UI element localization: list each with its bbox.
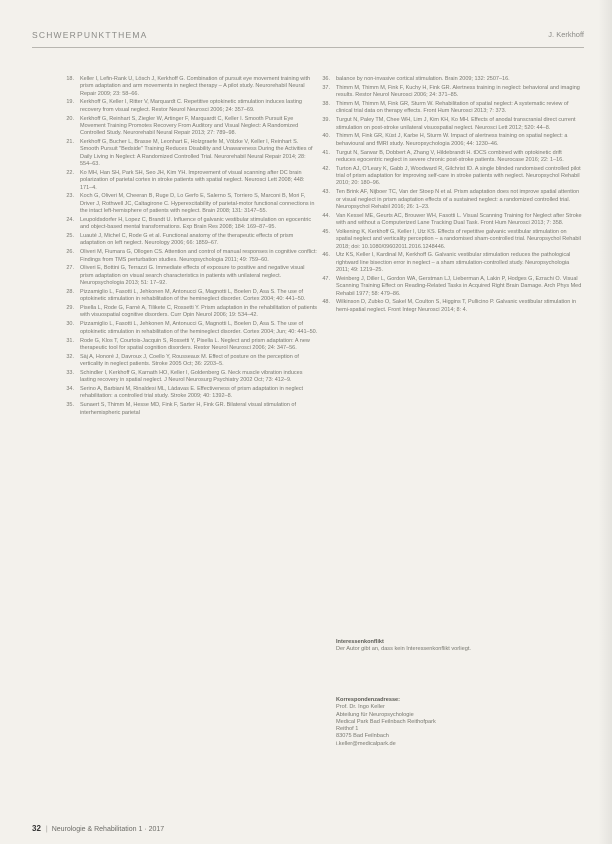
- reference-text: Volkening K, Kerkhoff G, Keller I, Utz KS. Effects of repetitive galvanic vestibular stimulation on spatial neglect and verticality perception – a randomised sham-controlled trial. Neuropsychol Rehabil 2018; doi: 10.1080/09602011.2016.1248446.: [336, 228, 581, 250]
- reference-item: [58, 99, 318, 114]
- correspondence-email: i.keller@medicalpark.de: [336, 740, 396, 747]
- reference-item: [314, 276, 582, 298]
- header-divider: [32, 47, 584, 48]
- reference-text: Kerkhoff G, Keller I, Ritter V, Marquardt C. Repetitive optokinetic stimulation induces lasting recovery from visual neglect. Restor Neurol Neurosci 2006; 24: 357–69.: [80, 99, 302, 113]
- reference-item: [314, 101, 582, 116]
- page-footer: [32, 824, 164, 833]
- reference-number: 32.: [66, 353, 74, 360]
- reference-number: 47.: [322, 275, 330, 282]
- reference-text: Kerkhoff G, Bucher L, Brasse M, Leonhart E, Holzgraefe M, Völzke V, Keller I, Reinhart S. Smooth Pursuit "Bedside" Training Reduces Disability and Unawareness During the Activities of Daily Living in Neglect: A Randomized Controlled Trial. Neurorehabil Neural Repair 2014; 28: 554–63.: [80, 139, 313, 168]
- conflict-of-interest-text: Der Autor gibt an, dass kein Interessenkonflikt vorliegt.: [336, 646, 471, 653]
- reference-number: 36.: [322, 76, 330, 82]
- reference-item: [58, 170, 318, 192]
- reference-number: 22.: [66, 169, 74, 176]
- reference-item: [58, 193, 318, 215]
- page-edge-shadow: [598, 0, 612, 844]
- reference-number: 48.: [322, 299, 330, 306]
- reference-item: [314, 133, 582, 148]
- reference-text: Sàj A, Honoré J, Davroux J, Coello Y, Rousseaux M. Effect of posture on the perception of verticality in neglect patients. Stroke 2005 Oct; 36: 2203–5.: [80, 353, 299, 367]
- reference-text: Serino A, Barbiani M, Rinaldesi ML, Làdavas E. Effectiveness of prism adaptation in neglect rehabilitation: a controlled trial study. Stroke 2009; 40: 1392–8.: [80, 386, 304, 400]
- reference-item: [314, 85, 582, 100]
- reference-number: 26.: [66, 249, 74, 256]
- reference-item: [58, 402, 318, 417]
- reference-number: 25.: [66, 233, 74, 240]
- running-author: J. Kerkhoff: [548, 30, 584, 39]
- reference-item: [58, 386, 318, 401]
- reference-text: Rode G, Klos T, Courtois-Jacquin S, Rossetti Y, Pisella L. Neglect and prism adaptation: A new therapeutic tool for spatial cognition disorders. Restor Neurol Neurosci 2006; 24: 347–56.: [80, 337, 310, 351]
- reference-item: [58, 289, 318, 304]
- reference-text: Van Kessel ME, Geurts AC, Brouwer WH, Fasotti L. Visual Scanning Training for Neglect after Stroke with and without a Computerized Lane Tracking Dual Task. Front Hum Neurosci 2013; 7: 358.: [336, 212, 582, 227]
- reference-text: Luauté J, Michel C, Rode G et al. Functional anatomy of the therapeutic effects of prism adaptation on left neglect. Neurology 2006; 66: 1859–67.: [80, 233, 294, 247]
- reference-text: Pizzamiglio L, Fasotti L, Jehkonen M, Antonucci G, Magnotti L, Boelen D, Asa S. The use of optokinetic stimulation in rehabilitation of the hemineglect disorder. Cortex 2004; Jun; 40: 441–50.: [80, 321, 318, 335]
- journal-name: Neurologie & Rehabilitation 1 · 2017: [51, 826, 165, 833]
- reference-item: [314, 252, 582, 274]
- reference-text: Pisella L, Rode G, Farnè A, Tilikete C, Rossetti Y. Prism adaptation in the rehabilitation of patients with visuospatial cognitive disorders. Curr Opin Neurol 2006; 19: 534–42.: [80, 305, 318, 319]
- footer-separator: |: [45, 826, 48, 833]
- reference-item: [58, 116, 318, 138]
- reference-item: [58, 233, 318, 248]
- reference-number: 31.: [66, 337, 74, 344]
- reference-text: Sunaert S, Thimm M, Hesse MD, Fink F, Sarter H, Fink GR. Bilateral visual stimulation of interhemispheric parietal: [80, 402, 296, 416]
- reference-text: Turgut N, Paley TM, Chee WH, Lim J, Kim KH, Ko MH. Effects of anodal transcranial direct current stimulation on post-stroke unilateral visuospatial neglect. Neurosci Lett 2012; 520: 44–8.: [336, 117, 576, 131]
- reference-text: Turgut N, Sarwar B, Dobbert A, Zhang V, Hildebrandt H. tDCS combined with optokinetic drift reduces egocentric neglect in severe chronic post-stroke patients. Neurocase 2016; 22: 1–16.: [336, 149, 564, 163]
- reference-text: Thimm M, Fink GR, Küst J, Karbe H, Sturm W. Impact of alertness training on spatial neglect: a behavioural and fMRI study. Neuropsychologia 2006; 44: 1230–46.: [336, 133, 568, 147]
- reference-number: 20.: [66, 115, 74, 122]
- reference-item: [58, 370, 318, 385]
- correspondence-line: 83075 Bad Feilnbach: [336, 733, 389, 740]
- page-header: [32, 30, 584, 44]
- reference-text: Pizzamiglio L, Fasotti L, Jehkonen M, Antonucci G, Magnotti L, Boelen D, Asa S. The use of optokinetic stimulation in rehabilitation of the hemineglect disorder. Cortex 2004; 40: 441–50.: [80, 288, 306, 303]
- reference-number: 27.: [66, 265, 74, 272]
- reference-text: Thimm M, Thimm M, Fink GR, Sturm W. Rehabilitation of spatial neglect: A systematic review of clinical trial data on therapy effects. Front Hum Neurosci 2013; 7: 373.: [336, 101, 569, 115]
- reference-number: 29.: [66, 305, 74, 312]
- reference-item: [58, 217, 318, 232]
- correspondence-line: Reithof 1: [336, 726, 359, 733]
- reference-number: 23.: [66, 193, 74, 200]
- reference-item: [58, 338, 318, 353]
- reference-text: Ten Brink AF, Nijboer TC, Van der Stoep N et al. Prism adaptation does not improve spatial attention or visual neglect in prism adaptation effects of a sustained neglect: a randomized controlled trial. Neuropsychol Rehabil 2016; 26: 1–23.: [336, 189, 580, 210]
- reference-text: Thimm M, Thimm M, Fink F, Kuchy H, Fink GR. Alertness training in neglect: behavioral and imaging results. Restor Neurol Neurosci 2006; 24: 371–85.: [336, 84, 580, 99]
- reference-number: 33.: [66, 369, 74, 376]
- reference-item: [58, 249, 318, 264]
- correspondence-line: Abteilung für Neuropsychologie: [336, 711, 414, 718]
- reference-item: [314, 166, 582, 188]
- references-column-left: [58, 76, 318, 418]
- reference-item: [58, 76, 318, 98]
- reference-item: [314, 213, 582, 228]
- reference-number: 28.: [66, 288, 74, 295]
- reference-number: 39.: [322, 117, 330, 124]
- reference-text: balance by non-invasive cortical stimulation. Brain 2009; 132: 2507–16.: [336, 76, 510, 82]
- reference-item: [314, 299, 582, 314]
- reference-number: 18.: [66, 76, 74, 82]
- reference-number: 41.: [322, 149, 330, 156]
- reference-item: [314, 117, 582, 132]
- reference-text: Schindler I, Kerkhoff G, Karnath HO, Keller I, Goldenberg G. Neck muscle vibration induces lasting recovery in spatial neglect. J Neurol Neurosurg Psychiatry 2002 Oct; 73: 412–9.: [80, 369, 303, 384]
- reference-item: [314, 229, 582, 251]
- reference-item: [58, 139, 318, 168]
- reference-number: 43.: [322, 189, 330, 196]
- reference-text: Kerkhoff G, Reinhart S, Ziegler W, Artinger F, Marquardt C, Keller I. Smooth Pursuit Eye Movement Training Promotes Recovery From Auditory and Visual Neglect: A Randomized Controlled Study. Neurorehabil Neural Repair 2013; 27: 789–98.: [80, 115, 299, 137]
- reference-number: 24.: [66, 216, 74, 223]
- reference-number: 30.: [66, 321, 74, 328]
- reference-number: 19.: [66, 99, 74, 106]
- reference-text: Oliveri E, Bottini G, Terrazzi G. Immediate effects of exposure to positive and negative visual prism adaptation on visual search characteristics in patients with unilateral neglect. Neuropsychologia 2013; 51: 17–92.: [80, 265, 305, 287]
- reference-number: 42.: [322, 165, 330, 172]
- reference-text: Leupoldsdorfer H, Lopez C, Brandt U. Influence of galvanic vestibular stimulation on egocentric and object-based mental transformations. Exp Brain Res 2008; 184: 169–87–95.: [80, 216, 312, 231]
- reference-number: 44.: [322, 212, 330, 219]
- correspondence-line: Medical Park Bad Feilnbach Reithofpark: [336, 718, 436, 725]
- reference-text: Oliveri M, Fiumara G, Ollogen CS. Attention and control of manual responses in cognitive conflict: Findings from TMS perturbation studies. Neuropsychologia 2011; 49: 759–60.: [80, 249, 317, 263]
- reference-number: 21.: [66, 139, 74, 146]
- reference-number: 37.: [322, 84, 330, 91]
- correspondence-address: [336, 697, 576, 748]
- conflict-of-interest: [336, 639, 576, 654]
- reference-number: 40.: [322, 133, 330, 140]
- reference-number: 35.: [66, 402, 74, 409]
- reference-list-right: [314, 76, 582, 314]
- reference-text: Turton AJ, O'Leary K, Gabb J, Woodward R, Gilchrist ID. A single blinded randomised controlled pilot trial of prism adaptation for improving self-care in stroke patients with neglect. Neuropsychol Rehabil 2010; 20: 180–96.: [336, 165, 581, 187]
- reference-item: [314, 150, 582, 165]
- reference-number: 38.: [322, 101, 330, 108]
- reference-item: [58, 305, 318, 320]
- section-title: SCHWERPUNKTTHEMA: [32, 30, 148, 40]
- reference-text: Wilkinson D, Zubko O, Sakel M, Coulton S, Higgins T, Pullicino P. Galvanic vestibular stimulation in hemi-spatial neglect. Front Integr Neurosci 2014; 8: 4.: [336, 299, 577, 313]
- reference-text: Keller I, Lefin-Rank U, Lösch J, Kerkhoff G. Combination of pursuit eye movement training with prism adaptation and arm movements in neglect therapy – A pilot study. Neurorehabil Neural Repair 2009; 23: 58–66.: [80, 76, 311, 97]
- reference-text: Ko MH, Han SH, Park SH, Seo JH, Kim YH. Improvement of visual scanning after DC brain polarization of parietal cortex in stroke patients with spatial neglect. Neurosci Lett 2008; 448: 171–4.: [80, 169, 305, 191]
- reference-text: Koch G, Oliveri M, Cheeran B, Ruge D, Lo Gerfo E, Salerno S, Torriero S, Marconi B, Mori F, Driver J, Rothwell JC, Caltagirone C. Hyperexcitability of parietal-motor functional connections in the intact left-hemisphere of patients with neglect. Brain 2008; 131: 3147–55.: [80, 193, 315, 215]
- references-column-right: [314, 76, 582, 316]
- reference-item: [314, 189, 582, 211]
- reference-number: 45.: [322, 228, 330, 235]
- reference-number: 34.: [66, 386, 74, 393]
- correspondence-line: Prof. Dr. Ingo Keller: [336, 704, 385, 711]
- reference-text: Weinberg J, Diller L, Gordon WA, Gerstman LJ, Lieberman A, Lakin P, Hodges G, Ezrachi O. Visual Scanning Training Effect on Reading-Related Tasks in Acquired Right Brain Damage. Arch Phys Med Rehabil 1977; 58: 479–86.: [336, 275, 582, 297]
- reference-text: Utz KS, Keller I, Kardinal M, Kerkhoff G. Galvanic vestibular stimulation reduces the pathological rightward line bisection error in neglect – a sham stimulation-controlled study. Neuropsychologia 2011; 49: 1219–25.: [336, 252, 571, 274]
- reference-number: 46.: [322, 252, 330, 259]
- correspondence-heading: Korrespondenzadresse:: [336, 697, 401, 703]
- conflict-of-interest-heading: Interessenkonflikt: [336, 639, 384, 645]
- reference-list-left: [58, 76, 318, 417]
- reference-item: [58, 354, 318, 369]
- page-number: 32: [32, 824, 41, 833]
- reference-item: [58, 321, 318, 336]
- reference-item: [314, 76, 582, 83]
- reference-item: [58, 265, 318, 287]
